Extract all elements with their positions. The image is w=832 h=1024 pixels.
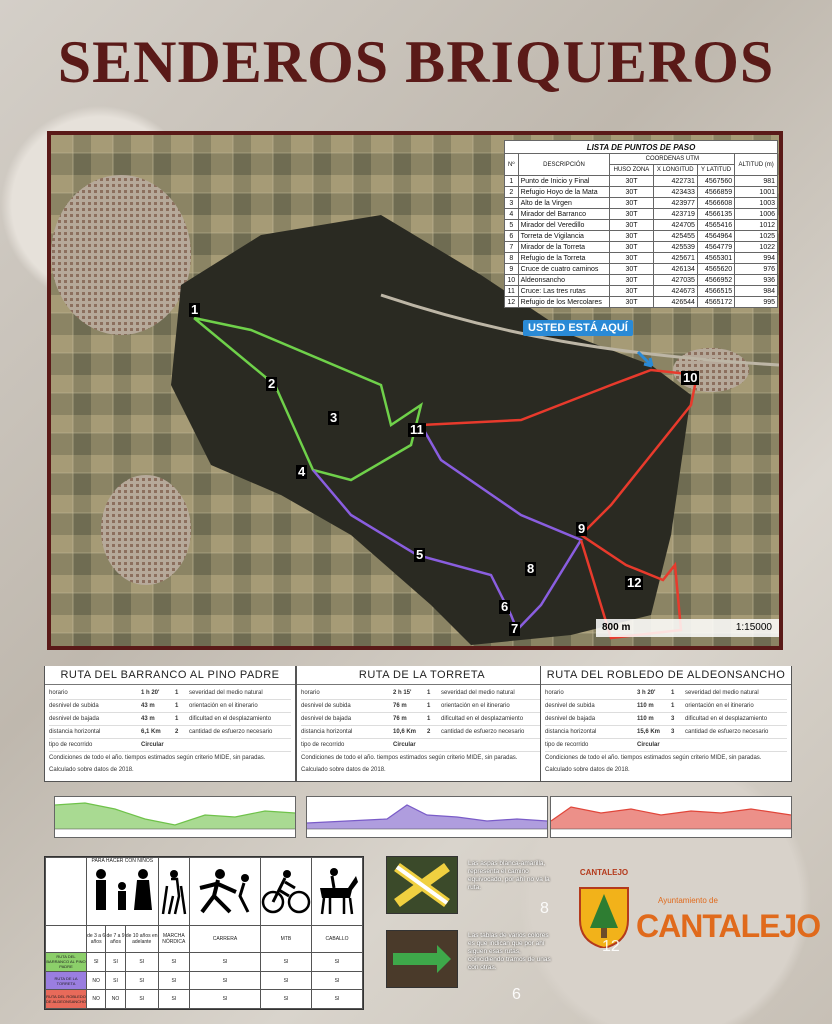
conditions-note: Condiciones de todo el año. tiempos estimados según criterio MIDE, sin paradas. [301,755,518,761]
col-x: X LONGITUD [653,165,697,176]
plank-arrow-icon [387,931,457,987]
waypoint-cell: 425539 [653,242,697,253]
waypoint-cell: 4566608 [697,198,734,209]
age-10-plus: de 10 años en adelante [125,926,158,953]
you-are-here-label: USTED ESTÁ AQUÍ [523,320,633,336]
route-stat-row [545,687,787,700]
waypoint-row [505,275,778,286]
waypoint-cell: Cruce: Las tres rutas [518,286,610,297]
mide-label: cantidad de esfuerzo necesario [189,729,273,735]
waypoint-cell: Refugio de la Torreta [518,253,610,264]
conditions-note: Condiciones de todo el año. tiempos estimados según criterio MIDE, sin paradas. [49,755,266,761]
waypoint-cell: 4564964 [697,231,734,242]
waypoint-cell: 1025 [735,231,778,242]
waypoint-marker[interactable]: 10 [683,370,698,385]
profile-chart [551,797,791,837]
waypoint-cell: 10 [505,275,519,286]
waypoint-cell: 426134 [653,264,697,275]
profile-chart [307,797,547,837]
waypoint-cell: 2 [505,187,519,198]
mide-score: 2 [175,729,179,735]
mide-score: 1 [671,703,675,709]
route-panel [296,666,548,782]
activity-cell: SI [106,971,125,990]
stat-label: desnivel de bajada [49,716,100,722]
stat-value: 15,6 Km [637,729,661,735]
waypoint-cell: 981 [735,176,778,187]
waypoint-cell: 424673 [653,286,697,297]
route-stat-row [301,700,543,713]
activity-row [46,990,363,1009]
waypoints-caption: LISTA DE PUNTOS DE PASO [505,141,778,154]
family-icon [87,864,157,914]
activity-cell: SI [311,971,362,990]
stat-value: 1 h 20' [141,690,160,696]
scale-label: 800 m [602,622,631,633]
waypoint-cell: 424705 [653,220,697,231]
waypoint-cell: 7 [505,242,519,253]
activity-cell: SI [125,953,158,972]
mide-label: severidad del medio natural [685,690,759,696]
mide-score: 3 [671,716,675,722]
activity-route-name: RUTA DE LA TORRETA [46,971,87,990]
stat-label: distancia horizontal [301,729,353,735]
activity-row [46,971,363,990]
route-title: RUTA DE LA TORRETA [297,666,547,685]
waypoint-cell: 9 [505,264,519,275]
waypoint-cell: 1003 [735,198,778,209]
waypoint-cell: Alto de la Virgen [518,198,610,209]
mide-label: severidad del medio natural [441,690,515,696]
waypoint-cell: 4565620 [697,264,734,275]
page-title: SENDEROS BRIQUEROS [57,29,775,95]
activity-cell: NO [106,990,125,1009]
route-stat-row [301,687,543,700]
waypoint-row [505,176,778,187]
waypoint-cell: Mirador del Veredillo [518,220,610,231]
note-tablas: Las tablas de varios colores es que indican que por ahí siguen esas rutas, coincidiendo tramos de unas con otras. [468,932,551,971]
waypoints-body [505,176,778,308]
waypoint-cell: 11 [505,286,519,297]
waypoint-cell: 30T [610,297,653,308]
calc-note: Calculado sobre datos de 2018. [49,767,134,773]
waypoint-cell: 1022 [735,242,778,253]
waypoint-cell: 30T [610,198,653,209]
conditions-note: Condiciones de todo el año. tiempos estimados según criterio MIDE, sin paradas. [545,755,762,761]
waypoint-row [505,187,778,198]
activity-row [46,953,363,972]
stat-label: desnivel de bajada [301,716,352,722]
waypoint-cell: 427035 [653,275,697,286]
stat-label: horario [301,690,320,696]
waypoint-row [505,220,778,231]
activity-cell: SI [311,990,362,1009]
route-stat-row [545,700,787,713]
route-stat-row [301,726,543,739]
activity-cell: SI [106,953,125,972]
route-stat-row [49,713,291,726]
waypoint-row [505,286,778,297]
route-stat-row [301,739,543,752]
nordic-walking-icon [159,866,189,916]
waypoint-cell: Refugio Hoyo de la Mata [518,187,610,198]
waypoint-marker[interactable]: 8 [527,561,535,576]
activity-cell: SI [189,990,260,1009]
waypoint-marker[interactable]: 6 [501,599,509,614]
waypoint-marker[interactable]: 4 [298,464,306,479]
col-alt: ALTITUD (m) [735,154,778,176]
elevation-profile [54,796,296,838]
mide-label: cantidad de esfuerzo necesario [685,729,769,735]
mide-label: dificultad en el desplazamiento [189,716,272,722]
activity-cell: SI [189,971,260,990]
route-plank-sign [386,930,458,988]
activity-cell: SI [125,990,158,1009]
waypoint-cell: 1 [505,176,519,187]
waypoint-cell: 423719 [653,209,697,220]
waypoint-cell: 4566135 [697,209,734,220]
mide-score: 1 [427,690,431,696]
col-huso: HUSO ZONA [610,165,653,176]
waypoint-cell: 1006 [735,209,778,220]
calc-note: Calculado sobre datos de 2018. [545,767,630,773]
waypoint-cell: 426544 [653,297,697,308]
stat-label: desnivel de subida [49,703,99,709]
waypoint-cell: Punto de Inicio y Final [518,176,610,187]
stat-value: Circular [637,742,660,748]
age-7-9: de 7 a 9 años [106,926,125,953]
activity-cell: SI [158,971,189,990]
activities-table [44,856,364,1010]
waypoint-cell: 425671 [653,253,697,264]
waypoint-cell: 4565172 [697,297,734,308]
waypoint-cell: 4564779 [697,242,734,253]
waypoint-row [505,231,778,242]
stat-value: 6,1 Km [141,729,161,735]
elevation-profile [550,796,792,838]
stat-value: 110 m [637,716,654,722]
activity-cell: NO [87,990,106,1009]
stat-label: tipo de recorrido [545,742,589,748]
waypoint-cell: 936 [735,275,778,286]
wrong-way-sign [386,856,458,914]
waypoint-cell: 4 [505,209,519,220]
col-desc: DESCRIPCIÓN [518,154,610,176]
bg-number: 8 [540,900,549,917]
activity-route-name: RUTA DEL BARRANCO AL PINO PADRE [46,954,86,970]
waypoint-marker[interactable]: 9 [578,521,586,536]
mide-score: 2 [427,729,431,735]
waypoint-cell: 30T [610,209,653,220]
waypoint-cell: 995 [735,297,778,308]
activities-body [46,953,363,1009]
route-stat-row [545,739,787,752]
route-stat-row [301,713,543,726]
mide-score: 1 [427,716,431,722]
waypoint-row [505,253,778,264]
horse-icon [312,866,362,916]
activity-cell: SI [158,953,189,972]
route-stat-row [49,739,291,752]
mide-label: orientación en el itinerario [189,703,258,709]
mide-label: cantidad de esfuerzo necesario [441,729,525,735]
activity-cell: SI [260,990,311,1009]
activity-route-name: RUTA DEL ROBLEDO DE ALDEONSANCHO [46,990,87,1009]
waypoint-row [505,297,778,308]
waypoint-cell: 1001 [735,187,778,198]
waypoint-cell: 425455 [653,231,697,242]
stat-value: 43 m [141,703,155,709]
mtb-icon [261,866,311,916]
elevation-profile [306,796,548,838]
activity-cell: SI [189,953,260,972]
stat-value: 110 m [637,703,654,709]
activity-cell: SI [260,971,311,990]
waypoint-cell: 30T [610,253,653,264]
col-y: Y LATITUD [697,165,734,176]
mide-score: 3 [671,729,675,735]
waypoint-row [505,209,778,220]
waypoint-cell: 30T [610,231,653,242]
route-title: RUTA DEL BARRANCO AL PINO PADRE [45,666,295,685]
waypoint-cell: 976 [735,264,778,275]
age-3-6: de 3 a 6 años [87,926,106,953]
waypoint-cell: 4566952 [697,275,734,286]
stat-label: horario [545,690,564,696]
stat-value: Circular [141,742,164,748]
waypoint-cell: 4566859 [697,187,734,198]
col-num: Nº [505,154,519,176]
route-stat-row [49,700,291,713]
activity-cell: SI [125,971,158,990]
activity-cell: SI [87,953,106,972]
route-stat-row [545,713,787,726]
stat-label: desnivel de subida [545,703,595,709]
arrow-icon [636,350,656,370]
waypoint-cell: 30T [610,286,653,297]
route-stat-row [49,687,291,700]
waypoint-cell: 30T [610,187,653,198]
route-stat-row [49,726,291,739]
scale-bar [596,619,783,637]
activity-cell: SI [158,990,189,1009]
stat-value: Circular [393,742,416,748]
waypoint-cell: 12 [505,297,519,308]
town-cantalejo [51,175,191,335]
stat-value: 2 h 15' [393,690,412,696]
waypoint-cell: 5 [505,220,519,231]
waypoint-cell: 994 [735,253,778,264]
waypoint-marker[interactable]: 7 [511,621,519,636]
mide-score: 1 [427,703,431,709]
col-utm: COORDENAS UTM [610,154,735,165]
profile-chart [55,797,295,837]
note-aspa: Las aspas blanca-amarilla, representa el camino equivocado, por ahí no va la ruta. [468,860,550,891]
sport-mtb: MTB [260,926,311,953]
stat-label: desnivel de subida [301,703,351,709]
waypoint-cell: 30T [610,275,653,286]
waypoint-cell: 30T [610,242,653,253]
stat-value: 76 m [393,716,407,722]
activity-cell: NO [87,971,106,990]
waypoint-cell: Mirador del Barranco [518,209,610,220]
waypoint-cell: Mirador de la Torreta [518,242,610,253]
stat-label: horario [49,690,68,696]
sport-running: CARRERA [189,926,260,953]
town-south [101,475,191,585]
stat-label: distancia horizontal [49,729,101,735]
cross-mark-icon [387,857,457,913]
running-icon [190,866,260,916]
waypoint-cell: 422731 [653,176,697,187]
stat-label: distancia horizontal [545,729,597,735]
stat-label: desnivel de bajada [545,716,596,722]
waypoint-marker[interactable]: 1 [191,302,199,317]
waypoint-row [505,242,778,253]
waypoint-cell: Torreta de Vigilancia [518,231,610,242]
route-stat-row [545,726,787,739]
waypoint-cell: 30T [610,220,653,231]
mide-label: severidad del medio natural [189,690,263,696]
waypoints-table [504,140,778,308]
waypoint-cell: Aldeonsancho [518,275,610,286]
route-panel [44,666,296,782]
activity-cell: SI [311,953,362,972]
mide-score: 1 [671,690,675,696]
bg-number: 12 [602,938,620,955]
shield-badge: CANTALEJO [579,868,629,877]
waypoint-cell: 984 [735,286,778,297]
waypoint-cell: 423433 [653,187,697,198]
calc-note: Calculado sobre datos de 2018. [301,767,386,773]
waypoint-marker[interactable]: 5 [416,547,424,562]
waypoint-cell: 4566515 [697,286,734,297]
waypoint-cell: 4565301 [697,253,734,264]
bg-number: 6 [512,986,521,1003]
mide-label: orientación en el itinerario [441,703,510,709]
waypoint-marker[interactable]: 11 [410,422,424,437]
mide-label: dificultad en el desplazamiento [441,716,524,722]
mide-score: 1 [175,690,179,696]
stat-value: 10,6 Km [393,729,417,735]
waypoint-cell: 30T [610,176,653,187]
waypoint-cell: 1012 [735,220,778,231]
waypoint-cell: Cruce de cuatro caminos [518,264,610,275]
waypoint-marker[interactable]: 12 [627,575,642,590]
stat-label: tipo de recorrido [301,742,345,748]
waypoint-row [505,198,778,209]
sport-nordic: MARCHA NÓRDICA [158,926,189,953]
logo-name: CANTALEJO [636,908,821,944]
route-panel [540,666,792,782]
route-title: RUTA DEL ROBLEDO DE ALDEONSANCHO [541,666,791,685]
scale-ratio: 1:15000 [735,622,772,633]
waypoint-cell: 4567560 [697,176,734,187]
waypoint-marker[interactable]: 3 [330,410,338,425]
waypoint-cell: 423977 [653,198,697,209]
mide-score: 1 [175,703,179,709]
waypoint-cell: 30T [610,264,653,275]
stat-value: 76 m [393,703,407,709]
mide-label: orientación en el itinerario [685,703,754,709]
mide-score: 1 [175,716,179,722]
waypoint-cell: Refugio de los Mercolares [518,297,610,308]
waypoint-row [505,264,778,275]
logo-subtitle: Ayuntamiento de [658,896,718,905]
waypoint-cell: 3 [505,198,519,209]
activity-cell: SI [260,953,311,972]
stat-value: 3 h 20' [637,690,656,696]
stat-value: 43 m [141,716,155,722]
waypoint-cell: 8 [505,253,519,264]
waypoint-cell: 4565416 [697,220,734,231]
sport-horse: CABALLO [311,926,362,953]
mide-label: dificultad en el desplazamiento [685,716,768,722]
waypoint-marker[interactable]: 2 [268,376,276,391]
waypoint-cell: 6 [505,231,519,242]
kids-header: PARA HACER CON NIÑOS [91,858,154,864]
stat-label: tipo de recorrido [49,742,93,748]
